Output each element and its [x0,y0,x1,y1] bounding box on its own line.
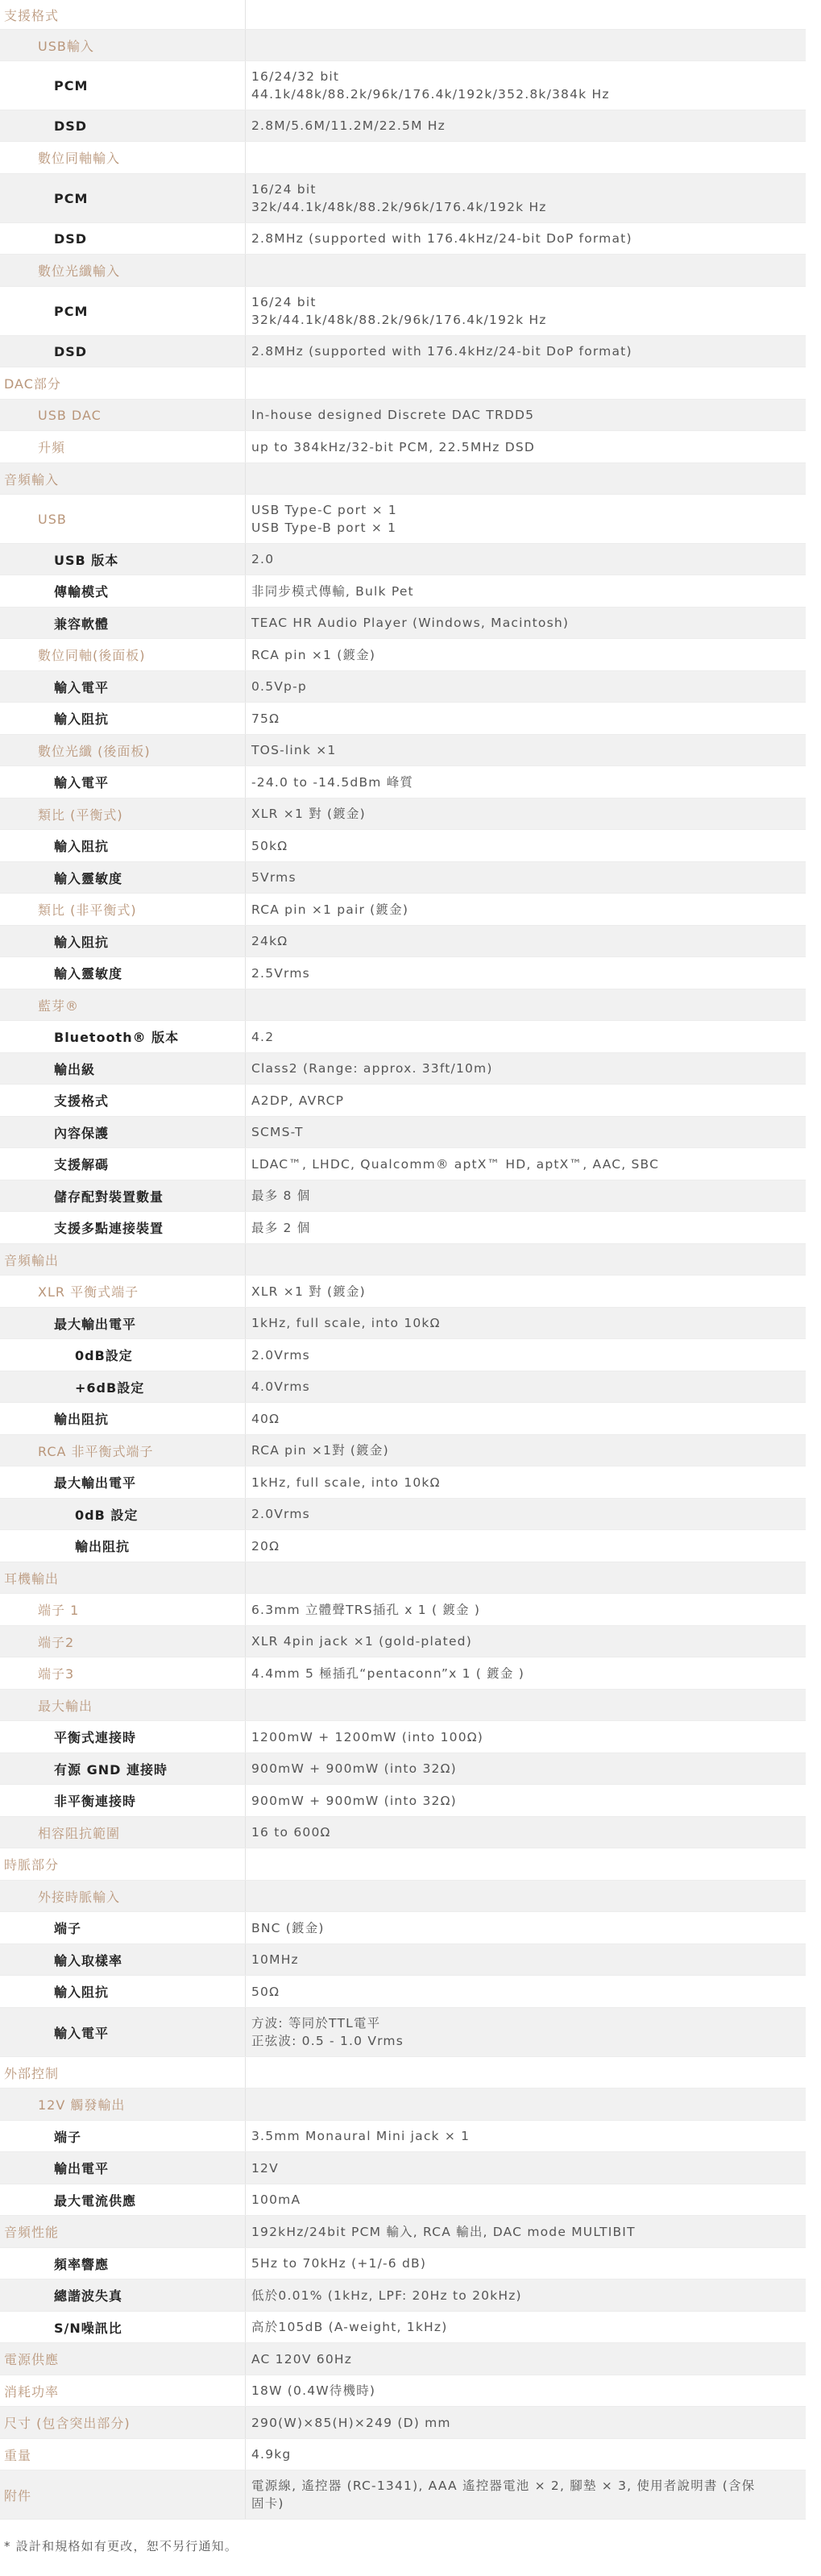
spec-value [246,830,806,861]
spec-value [246,2439,806,2470]
spec-value [246,2470,806,2519]
spec-label: 有源 GND 連接時 [0,1753,246,1784]
spec-value [246,2008,806,2056]
spec-label: 輸入靈敏度 [0,957,246,989]
spec-value [246,174,806,222]
spec-value [246,1212,806,1243]
spec-value [246,575,806,607]
spec-row [0,957,806,989]
spec-label: 最大電流供應 [0,2184,246,2215]
spec-value-line: XLR 4pin jack ×1 (gold-plated) [251,1634,472,1649]
spec-value [246,367,806,399]
spec-value [246,2375,806,2406]
spec-row [0,2089,806,2121]
spec-label: 電源供應 [0,2343,246,2375]
spec-row [0,2184,806,2216]
spec-row [0,431,806,463]
spec-label: USB [0,495,246,543]
spec-value-line: 1kHz, full scale, into 10kΩ [251,1316,441,1330]
spec-row [0,174,806,223]
spec-value-line: 16/24 bit [251,295,317,309]
spec-row [0,1276,806,1308]
spec-label: 相容阻抗範圍 [0,1817,246,1848]
spec-value-line: 32k/44.1k/48k/88.2k/96k/176.4k/192k Hz [251,313,547,327]
spec-row [0,61,806,110]
spec-value-line: 24kΩ [251,934,288,948]
spec-row [0,1053,806,1085]
spec-value-line: BNC (鍍金) [251,1920,325,1935]
spec-row [0,255,806,287]
spec-label: 端子 [0,1912,246,1943]
spec-row [0,2152,806,2184]
spec-value-line: 非同步模式傳輸, Bulk Pet [251,583,414,599]
spec-value-line: 4.9kg [251,2447,292,2462]
spec-label: 數位同軸(後面板) [0,639,246,670]
spec-row [0,1594,806,1626]
spec-row [0,989,806,1021]
spec-label: 輸出電平 [0,2152,246,2184]
spec-label: 傳輸模式 [0,575,246,607]
spec-value [246,989,806,1020]
spec-label: 升頻 [0,431,246,463]
spec-value-line: RCA pin ×1 (鍍金) [251,647,376,662]
spec-label: 頻率響應 [0,2248,246,2279]
spec-row [0,142,806,174]
spec-row [0,544,806,575]
spec-label: XLR 平衡式端子 [0,1276,246,1307]
spec-value-line: 1200mW + 1200mW (into 100Ω) [251,1729,484,1744]
spec-section-row [0,2407,806,2439]
spec-label: +6dB設定 [0,1371,246,1402]
spec-value [246,2057,806,2088]
spec-row [0,1021,806,1053]
spec-value [246,1180,806,1211]
spec-value [246,1466,806,1498]
spec-label: 支援格式 [0,1085,246,1116]
spec-value [246,926,806,956]
spec-value [246,1881,806,1911]
spec-section-row [0,367,806,400]
spec-label: 12V 觸發輸出 [0,2089,246,2120]
spec-row [0,639,806,671]
spec-value [246,894,806,925]
spec-value [246,1085,806,1116]
spec-row [0,2121,806,2152]
spec-label: 數位光纖 (後面板) [0,735,246,765]
spec-label: 最大輸出電平 [0,1308,246,1338]
spec-value [246,463,806,494]
spec-row [0,2008,806,2057]
spec-value [246,1371,806,1402]
spec-value-line: 6.3mm 立體聲TRS插孔 x 1 ( 鍍金 ) [251,1602,481,1617]
spec-value [246,671,806,702]
spec-row [0,1944,806,1976]
spec-label: 儲存配對裝置數量 [0,1180,246,1211]
spec-value [246,255,806,286]
spec-row [0,2312,806,2343]
spec-value-line: 4.0Vrms [251,1379,310,1394]
spec-section-row [0,1848,806,1881]
spec-row [0,1785,806,1817]
spec-row [0,1308,806,1339]
spec-row [0,1180,806,1212]
spec-row [0,1466,806,1499]
spec-value-line: LDAC™, LHDC, Qualcomm® aptX™ HD, aptX™, AAC, SBC [251,1156,660,1172]
spec-row [0,223,806,255]
spec-value-line: XLR ×1 對 (鍍金) [251,807,366,821]
spec-value-line: 100mA [251,2192,301,2207]
spec-label: 最大輸出 [0,1690,246,1720]
spec-value [246,1308,806,1338]
spec-section-row [0,2216,806,2248]
spec-label: 藍芽® [0,989,246,1020]
spec-value [246,1944,806,1975]
spec-value [246,1753,806,1784]
spec-label: DSD [0,110,246,141]
spec-label: 內容保護 [0,1117,246,1147]
spec-value [246,142,806,173]
spec-row [0,1435,806,1466]
spec-value-line: 4.4mm 5 極插孔“pentaconn”x 1 ( 鍍金 ) [251,1665,525,1681]
spec-value [246,862,806,893]
spec-value [246,1530,806,1562]
spec-value [246,0,806,29]
spec-value-line: 高於105dB (A-weight, 1kHz) [251,2320,448,2334]
spec-row [0,1117,806,1148]
spec-label: 總諧波失真 [0,2279,246,2311]
spec-label: 輸入阻抗 [0,830,246,861]
spec-label: 0dB 設定 [0,1499,246,1529]
spec-label: 時脈部分 [0,1848,246,1880]
spec-row [0,1690,806,1721]
spec-row [0,1403,806,1435]
spec-value [246,1276,806,1307]
spec-value [246,2121,806,2151]
spec-row [0,766,806,799]
spec-value [246,1021,806,1052]
spec-value [246,608,806,638]
spec-label: DSD [0,223,246,254]
spec-section-row [0,1562,806,1594]
spec-value-line: RCA pin ×1 pair (鍍金) [251,902,409,917]
spec-value-line: USB Type-B port × 1 [251,521,397,535]
spec-value-line: 1kHz, full scale, into 10kΩ [251,1475,441,1490]
spec-label: 音頻輸出 [0,1244,246,1275]
spec-label: 外接時脈輸入 [0,1881,246,1911]
spec-value-line: 40Ω [251,1411,280,1426]
spec-row [0,1212,806,1244]
spec-value-line: RCA pin ×1對 (鍍金) [251,1443,389,1458]
spec-row [0,671,806,703]
spec-value-line: 16 to 600Ω [251,1825,331,1840]
spec-label: 耳機輸出 [0,1562,246,1593]
spec-row [0,1817,806,1848]
spec-label: 輸入阻抗 [0,1976,246,2007]
spec-value-line: 50kΩ [251,838,288,853]
spec-value [246,1721,806,1753]
spec-value-line: 2.0Vrms [251,1347,310,1363]
spec-section-row [0,2375,806,2407]
spec-value [246,223,806,254]
spec-value-line: 正弦波: 0.5 - 1.0 Vrms [251,2034,404,2048]
spec-row [0,1499,806,1530]
spec-value [246,2248,806,2279]
spec-label: 輸入電平 [0,671,246,702]
spec-label: 輸入電平 [0,766,246,798]
spec-label: 類比 (非平衡式) [0,894,246,925]
spec-value-line: 5Vrms [251,870,296,885]
spec-value [246,2343,806,2375]
spec-value [246,1435,806,1466]
spec-label: 輸出級 [0,1053,246,1084]
spec-value [246,2089,806,2120]
spec-label: 平衡式連接時 [0,1721,246,1753]
spec-label: S/N噪訊比 [0,2312,246,2342]
spec-value [246,1594,806,1625]
spec-row [0,608,806,639]
spec-label: 支援格式 [0,0,246,29]
spec-value-line: 2.8MHz (supported with 176.4kHz/24-bit DoP format) [251,231,632,246]
spec-value [246,799,806,829]
spec-label: 輸入取樣率 [0,1944,246,1975]
spec-label: 數位同軸輸入 [0,142,246,173]
spec-row [0,1657,806,1690]
spec-value-line: 2.8MHz (supported with 176.4kHz/24-bit DoP format) [251,344,632,359]
spec-value [246,30,806,60]
spec-value [246,431,806,463]
spec-value-line: 75Ω [251,711,280,726]
spec-label: 尺寸 (包含突出部分) [0,2407,246,2438]
spec-value-line: 2.0 [251,552,275,566]
spec-row [0,1530,806,1562]
spec-section-row [0,2057,806,2089]
spec-row [0,2279,806,2312]
spec-value [246,735,806,765]
spec-label: USB 版本 [0,544,246,575]
spec-row [0,2248,806,2279]
spec-value [246,1626,806,1657]
spec-label: RCA 非平衡式端子 [0,1435,246,1466]
spec-label: 外部控制 [0,2057,246,2088]
spec-value-line: 10MHz [251,1952,299,1967]
spec-value [246,1053,806,1084]
spec-value-line: 0.5Vp-p [251,679,307,694]
spec-label: PCM [0,174,246,222]
spec-value-line: 18W (0.4W待機時) [251,2383,376,2398]
spec-value-line: USB Type-C port × 1 [251,503,397,517]
spec-value [246,61,806,110]
spec-value [246,1817,806,1848]
spec-label: 0dB設定 [0,1339,246,1371]
spec-row [0,1912,806,1944]
spec-value-line: In-house designed Discrete DAC TRDD5 [251,408,535,422]
spec-row [0,287,806,336]
spec-label: 附件 [0,2470,246,2519]
spec-value-line: 3.5mm Monaural Mini jack × 1 [251,2129,471,2143]
spec-value [246,1117,806,1147]
spec-label: 消耗功率 [0,2375,246,2406]
spec-value-line: 最多 8 個 [251,1188,311,1203]
spec-value [246,400,806,430]
spec-value [246,1690,806,1720]
spec-value-line: 50Ω [251,1984,280,1999]
spec-section-row [0,463,806,495]
spec-value-line: 4.2 [251,1029,275,1044]
spec-row [0,862,806,894]
spec-label: DSD [0,336,246,367]
spec-value [246,1339,806,1371]
spec-value [246,1657,806,1689]
spec-value [246,110,806,141]
spec-label: 數位光纖輸入 [0,255,246,286]
spec-value-line: 32k/44.1k/48k/88.2k/96k/176.4k/192k Hz [251,200,547,214]
spec-label: 輸入阻抗 [0,703,246,734]
spec-value-line: 900mW + 900mW (into 32Ω) [251,1761,457,1776]
spec-value-line: 20Ω [251,1538,280,1553]
spec-value-line: 固卡) [251,2496,284,2511]
spec-label: 端子3 [0,1657,246,1689]
spec-row [0,336,806,367]
spec-value-line: SCMS-T [251,1125,304,1139]
spec-label: 音頻輸入 [0,463,246,494]
spec-value-line: 2.0Vrms [251,1507,310,1521]
spec-value-line: TOS-link ×1 [251,743,337,757]
spec-row [0,1753,806,1785]
spec-value-line: 44.1k/48k/88.2k/96k/176.4k/192k/352.8k/384k Hz [251,87,610,102]
spec-label: 端子 [0,2121,246,2151]
spec-value [246,1403,806,1434]
spec-value-line: 方波: 等同於TTL電平 [251,2016,381,2031]
spec-label: 支援多點連接裝置 [0,1212,246,1243]
spec-label: 輸入阻抗 [0,926,246,956]
spec-label: 輸出阻抗 [0,1403,246,1434]
footnote: * 設計和規格如有更改，恕不另行通知。 [4,2539,238,2553]
spec-value [246,336,806,367]
spec-label: PCM [0,287,246,335]
spec-row [0,110,806,142]
spec-label: 非平衡連接時 [0,1785,246,1816]
spec-value [246,2279,806,2311]
spec-value-line: 低於0.01% (1kHz, LPF: 20Hz to 20kHz) [251,2288,522,2303]
spec-value [246,2407,806,2438]
spec-value [246,639,806,670]
spec-row [0,830,806,862]
spec-row [0,1721,806,1753]
spec-value [246,1912,806,1943]
spec-row [0,1881,806,1912]
spec-value-line: A2DP, AVRCP [251,1093,345,1108]
spec-value [246,1562,806,1593]
spec-value [246,1244,806,1275]
spec-label: PCM [0,61,246,110]
spec-value-line: -24.0 to -14.5dBm 峰質 [251,774,414,790]
spec-label: 兼容軟體 [0,608,246,638]
spec-row [0,894,806,926]
spec-label: DAC部分 [0,367,246,399]
spec-value-line: XLR ×1 對 (鍍金) [251,1284,366,1299]
spec-label: 端子2 [0,1626,246,1657]
spec-value-line: AC 120V 60Hz [251,2351,353,2367]
spec-row [0,400,806,431]
spec-label: 端子 1 [0,1594,246,1625]
spec-section-row [0,2470,806,2520]
spec-row [0,1371,806,1403]
spec-label: 支援解碼 [0,1148,246,1180]
spec-value-line: 電源線, 遙控器 (RC-1341), AAA 遙控器電池 × 2, 腳墊 × 3, 使用者說明書 (含保 [251,2479,756,2493]
spec-section-row [0,0,806,30]
spec-value [246,1976,806,2007]
spec-section-row [0,2343,806,2375]
spec-value-line: 192kHz/24bit PCM 輸入, RCA 輸出, DAC mode MULTIBIT [251,2224,636,2239]
spec-row [0,799,806,830]
spec-row [0,1148,806,1180]
spec-row [0,735,806,766]
spec-row [0,1339,806,1371]
spec-value [246,766,806,798]
spec-label: 類比 (平衡式) [0,799,246,829]
spec-row [0,703,806,735]
spec-section-row [0,1244,806,1276]
spec-value-line: Class2 (Range: approx. 33ft/10m) [251,1061,493,1076]
spec-row [0,575,806,608]
spec-label: USB DAC [0,400,246,430]
spec-section-row [0,2439,806,2470]
spec-value [246,544,806,575]
spec-value [246,2152,806,2184]
spec-value-line: 5Hz to 70kHz (+1/-6 dB) [251,2256,427,2271]
spec-value [246,2184,806,2215]
spec-value [246,2216,806,2247]
spec-row [0,1626,806,1657]
spec-value-line: 2.5Vrms [251,965,310,981]
spec-label: 音頻性能 [0,2216,246,2247]
spec-row [0,1085,806,1117]
spec-value [246,1148,806,1180]
spec-label: 輸出阻抗 [0,1530,246,1562]
spec-label: 輸入電平 [0,2008,246,2056]
spec-value [246,287,806,335]
spec-label: 最大輸出電平 [0,1466,246,1498]
spec-label: 輸入靈敏度 [0,862,246,893]
spec-value-line: 12V [251,2160,279,2176]
spec-row [0,1976,806,2008]
spec-row [0,926,806,957]
spec-label: USB輸入 [0,30,246,60]
spec-value-line: 900mW + 900mW (into 32Ω) [251,1793,457,1808]
spec-value-line: 2.8M/5.6M/11.2M/22.5M Hz [251,118,446,133]
spec-value-line: 290(W)×85(H)×249 (D) mm [251,2415,451,2430]
spec-value [246,1848,806,1880]
spec-value-line: 16/24/32 bit [251,69,340,84]
spec-value [246,495,806,543]
spec-value-line: 最多 2 個 [251,1220,311,1235]
spec-value [246,1785,806,1816]
spec-value-line: up to 384kHz/32-bit PCM, 22.5MHz DSD [251,439,536,454]
spec-value [246,2312,806,2342]
spec-value [246,703,806,734]
spec-value-line: TEAC HR Audio Player (Windows, Macintosh) [251,616,570,630]
spec-label: Bluetooth® 版本 [0,1021,246,1052]
spec-value-line: 16/24 bit [251,182,317,197]
spec-label: 重量 [0,2439,246,2470]
spec-row [0,495,806,544]
spec-value [246,1499,806,1529]
spec-value [246,957,806,989]
spec-row [0,30,806,61]
